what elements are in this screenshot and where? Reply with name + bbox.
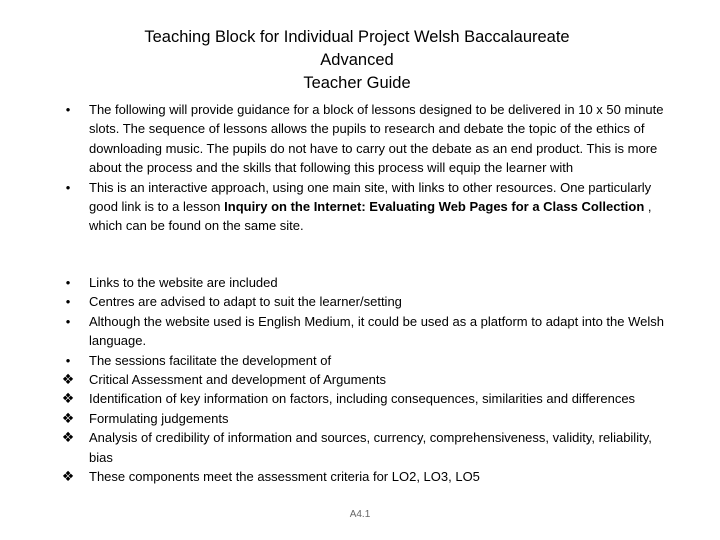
title-line-3: Teacher Guide: [303, 74, 411, 92]
list-item-text: Although the website used is English Medium, it could be used as a platform to adapt into the Welsh language.: [89, 313, 664, 349]
list-item-text: These components meet the assessment criteria for LO2, LO3, LO5: [89, 469, 480, 485]
list-item: [58, 178, 672, 236]
list-item: [58, 389, 672, 408]
list-item-text: Formulating judgements: [89, 410, 229, 426]
list-item: [58, 409, 672, 428]
bullet-icon: •: [65, 294, 71, 310]
intro-bullet-list: [58, 100, 672, 236]
bullet-icon: •: [65, 102, 71, 117]
list-item: [58, 370, 672, 389]
diamond-bullet-icon: ❖: [61, 371, 75, 388]
list-item-text: Critical Assessment and development of Arguments: [89, 372, 386, 388]
bullet-icon: •: [65, 179, 71, 195]
list-item-text: Identification of key information on factors, including consequences, similarities and differences: [89, 391, 636, 407]
list-item: [58, 467, 672, 486]
diamond-bullet-icon: ❖: [61, 468, 75, 485]
list-item-text: Links to the website are included: [89, 275, 278, 290]
list-item: [58, 273, 672, 292]
bullet-icon: •: [65, 275, 71, 290]
diamond-bullet-icon: ❖: [61, 390, 75, 407]
list-item: [58, 100, 672, 178]
title-line-2: Advanced: [320, 51, 394, 69]
list-item-text-end: , which can be found on the same site.: [89, 199, 652, 234]
lesson-title-bold: Inquiry on the Internet: Evaluating Web Pages for a Class Collection: [224, 199, 645, 215]
list-item: [58, 428, 672, 467]
notes-bullet-list: [58, 273, 672, 486]
diamond-bullet-icon: ❖: [61, 409, 75, 426]
bullet-icon: •: [65, 352, 71, 368]
list-item-text: Centres are advised to adapt to suit the learner/setting: [89, 294, 402, 310]
document-title: [0, 26, 714, 95]
list-item-text: The following will provide guidance for a block of lessons designed to be delivered in 10 x 50 minute slots. The sequence of lessons allows the pupils to research and debate the topic of the ethics of downloading music. The pupils do not have to carry out the debate as an end product. This is more about the process and the skills that following this process will equip the learner with: [89, 102, 664, 176]
bullet-icon: •: [65, 313, 71, 329]
list-item: [58, 312, 672, 351]
list-item-text: Analysis of credibility of information and sources, currency, comprehensiveness, validity, reliability, bias: [89, 430, 652, 465]
list-item-text: The sessions facilitate the development of: [89, 352, 332, 368]
list-item-text: This is an interactive approach, using one main site, with links to other resources. One particularly good link is to a lesson: [89, 179, 652, 215]
list-item: [58, 292, 672, 311]
title-line-1: Teaching Block for Individual Project Welsh Baccalaureate: [144, 28, 570, 46]
page-footer-label: A4.1: [349, 509, 371, 520]
list-item: [58, 351, 672, 370]
diamond-bullet-icon: ❖: [61, 429, 75, 446]
